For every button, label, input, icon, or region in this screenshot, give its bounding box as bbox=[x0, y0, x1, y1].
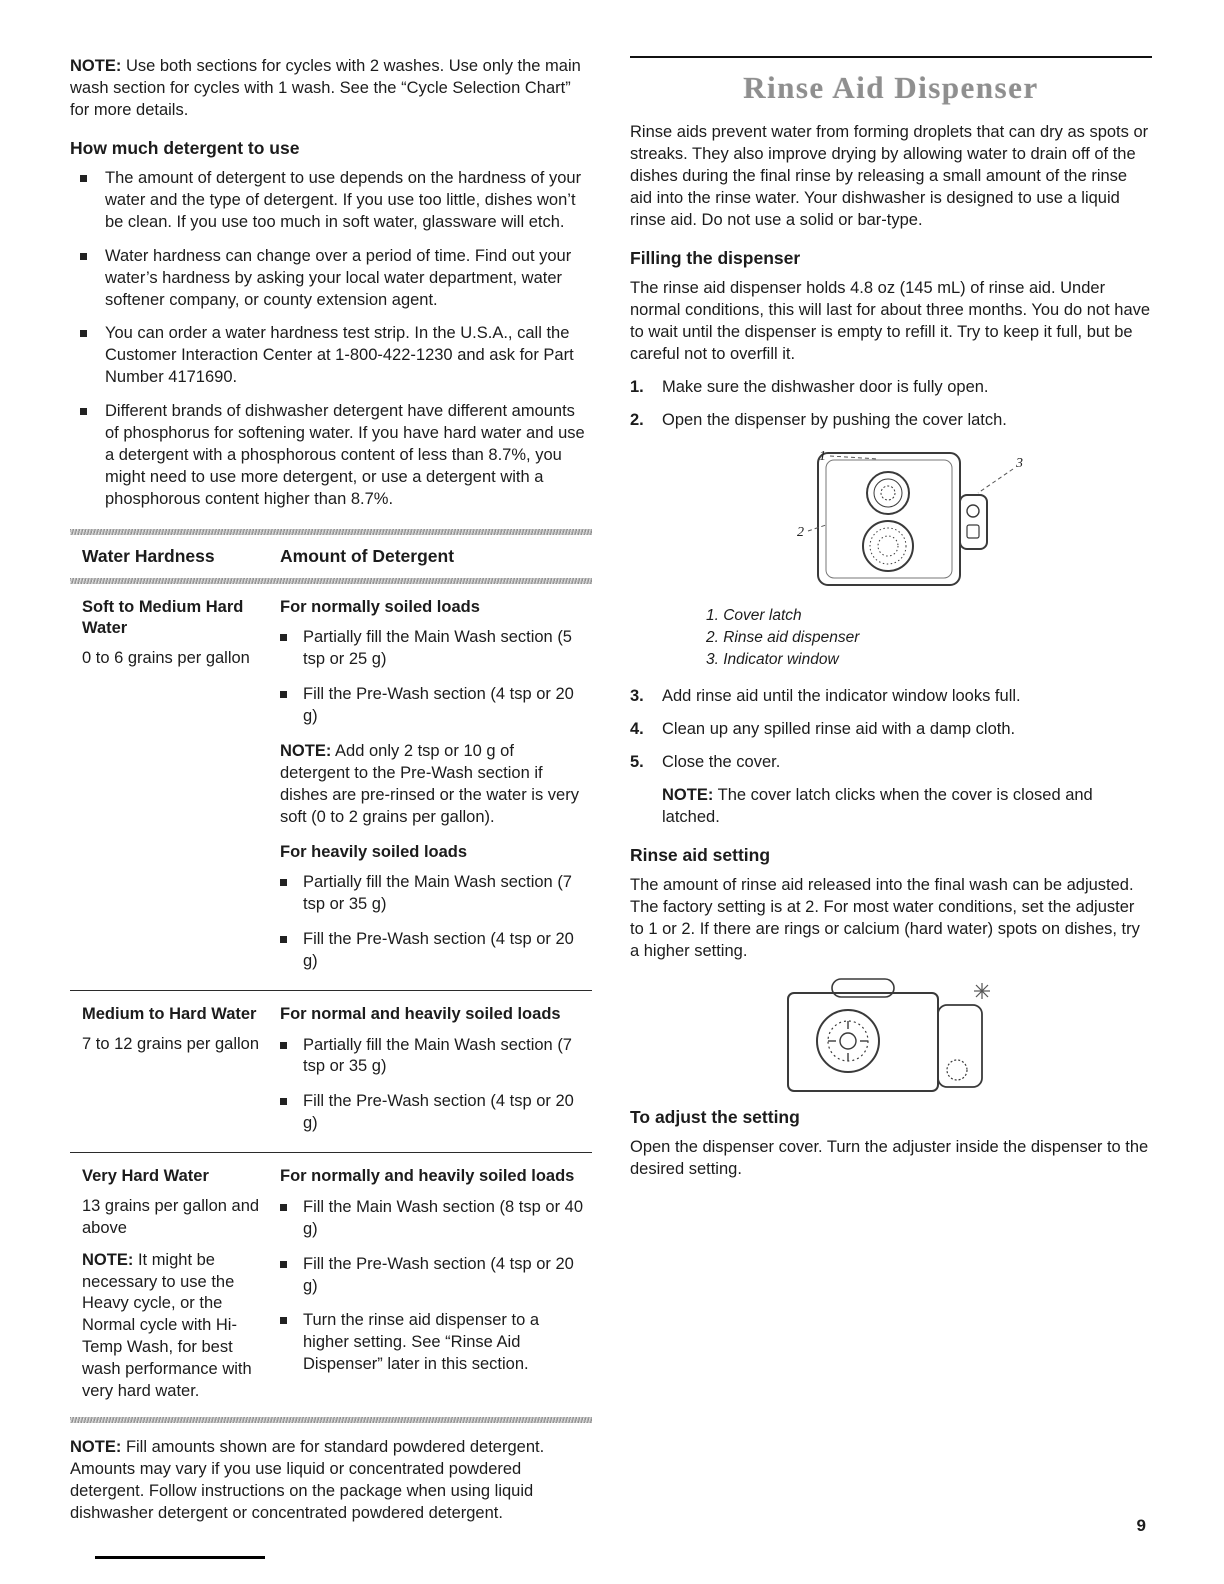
detergent-amount-cell bbox=[280, 1004, 592, 1148]
detergent-amount-cell bbox=[280, 1166, 592, 1413]
rinse-aid-intro: Rinse aids prevent water from forming droplets that can dry as spots or streaks. They also improve drying by allowing water to drain off of the dishes during the final rinse by releasing a small amount of the rinse aid into the rinse water. Your dishwasher is designed to use a liquid rinse aid. Do not use a solid or bar-type. bbox=[630, 123, 1149, 229]
square-bullet-icon bbox=[280, 936, 287, 943]
adjuster-panel-outline bbox=[788, 993, 938, 1091]
table-row bbox=[70, 991, 592, 1152]
top-note-label: NOTE: bbox=[70, 57, 122, 75]
load-heading: For normally soiled loads bbox=[280, 597, 480, 616]
step-number: 5. bbox=[630, 753, 644, 772]
numbered-step bbox=[630, 719, 1152, 741]
hardness-range: 0 to 6 grains per gallon bbox=[82, 648, 250, 667]
rinse-aid-dispenser-illustration bbox=[726, 443, 1056, 595]
amount-bullet bbox=[280, 1197, 588, 1241]
bullet-text: Different brands of dishwasher detergent have different amounts of phosphorus for softening water. If you have hard water and use a detergent with a phosphorous content of less than 8.7%, you might need to use more detergent, or use a detergent with a phosphorous content higher than 8.7%. bbox=[105, 402, 585, 508]
load-heading: For normal and heavily soiled loads bbox=[280, 1005, 561, 1024]
step-number: 4. bbox=[630, 720, 644, 739]
bottom-note bbox=[70, 1437, 592, 1525]
rinse-aid-setting-heading: Rinse aid setting bbox=[630, 845, 771, 866]
adjuster-dial bbox=[817, 1010, 879, 1072]
callout-2-label: 2 bbox=[797, 525, 804, 541]
note-text: Fill amounts shown are for standard powdered detergent. Amounts may vary if you use liquid or concentrated powdered detergent. Follow instructions on the package when using liquid dishwasher detergent or concentrated powdered detergent. bbox=[70, 1438, 545, 1522]
step-text: Add rinse aid until the indicator window looks full. bbox=[662, 687, 1021, 706]
cover-latch-note bbox=[662, 785, 1152, 829]
note-label: NOTE: bbox=[70, 1438, 122, 1457]
note-text: The cover latch clicks when the cover is closed and latched. bbox=[662, 786, 1093, 827]
detergent-bullet bbox=[70, 168, 592, 234]
square-bullet-icon bbox=[280, 634, 287, 641]
water-hardness-table bbox=[70, 529, 592, 1423]
bullet-text: Partially fill the Main Wash section (5 tsp or 25 g) bbox=[303, 628, 572, 669]
square-bullet-icon bbox=[280, 691, 287, 698]
section-divider-rule bbox=[630, 56, 1152, 58]
square-bullet-icon bbox=[80, 175, 87, 182]
left-column bbox=[70, 56, 592, 1537]
detergent-heading: How much detergent to use bbox=[70, 137, 300, 158]
adjust-heading: To adjust the setting bbox=[630, 1106, 800, 1127]
adjust-body: Open the dispenser cover. Turn the adjuster inside the dispenser to the desired setting. bbox=[630, 1137, 1149, 1178]
square-bullet-icon bbox=[80, 253, 87, 260]
step-number: 3. bbox=[630, 687, 644, 706]
note-label: NOTE: bbox=[662, 786, 714, 805]
numbered-step bbox=[630, 377, 1152, 399]
amount-bullet bbox=[280, 1310, 588, 1376]
figure-caption-list bbox=[706, 605, 1152, 670]
numbered-step bbox=[630, 752, 1152, 774]
table-row bbox=[70, 584, 592, 990]
table-bottom-rule bbox=[70, 1417, 592, 1423]
amount-bullet bbox=[280, 872, 588, 916]
rinse-aid-setting-body: The amount of rinse aid released into the final wash can be adjusted. The factory setting is at 2. For most water conditions, set the adjuster to 1 or 2. If there are rings or calcium (hard water) spots on dishes, try a higher setting. bbox=[630, 876, 1140, 960]
table-row bbox=[70, 1153, 592, 1417]
col-header-water-hardness: Water Hardness bbox=[82, 545, 215, 566]
section-title: Rinse Aid Dispenser bbox=[743, 70, 1039, 105]
sun-symbol-icon bbox=[974, 983, 990, 999]
bullet-text: You can order a water hardness test strip. In the U.S.A., call the Customer Interaction Center at 1-800-422-1230 and ask for Part Number 4171690. bbox=[105, 324, 574, 387]
hardness-range: 7 to 12 grains per gallon bbox=[82, 1034, 260, 1053]
bullet-text: Fill the Pre-Wash section (4 tsp or 20 g) bbox=[303, 685, 574, 726]
detergent-bullet bbox=[70, 246, 592, 312]
hardness-title: Medium to Hard Water bbox=[82, 1005, 257, 1024]
amount-bullet bbox=[280, 1035, 588, 1079]
numbered-step bbox=[630, 686, 1152, 708]
square-bullet-icon bbox=[280, 1317, 287, 1324]
indicator-window-glyph bbox=[967, 505, 979, 517]
figure-caption: 1. Cover latch bbox=[706, 607, 802, 625]
note-text: It might be necessary to use the Heavy cycle, or the Normal cycle with Hi-Temp Wash, for best wash performance with very hard water. bbox=[82, 1250, 252, 1401]
step-number: 2. bbox=[630, 411, 644, 430]
numbered-step bbox=[630, 410, 1152, 432]
col-header-amount: Amount of Detergent bbox=[280, 545, 455, 566]
bullet-text: Fill the Pre-Wash section (4 tsp or 20 g) bbox=[303, 930, 574, 971]
hardness-range: 13 grains per gallon and above bbox=[82, 1196, 260, 1237]
bullet-text: Partially fill the Main Wash section (7 tsp or 35 g) bbox=[303, 873, 572, 914]
detergent-bullet bbox=[70, 323, 592, 389]
callout-3-label: 3 bbox=[1016, 456, 1023, 472]
callout-3-leader bbox=[978, 469, 1013, 493]
bullet-text: The amount of detergent to use depends on the hardness of your water and the type of detergent. If you use too little, dishes won’t be clean. If you use too much in soft water, glassware will etch. bbox=[105, 168, 582, 231]
amount-bullet bbox=[280, 1091, 588, 1135]
page-number: 9 bbox=[1136, 1516, 1146, 1535]
bullet-text: Fill the Pre-Wash section (4 tsp or 20 g) bbox=[303, 1254, 574, 1295]
step-text: Close the cover. bbox=[662, 753, 781, 772]
dispenser-panel-inner bbox=[826, 460, 952, 578]
step-number: 1. bbox=[630, 378, 644, 397]
top-note bbox=[70, 56, 592, 122]
square-bullet-icon bbox=[280, 1042, 287, 1049]
detergent-bullet bbox=[70, 401, 592, 511]
step-text: Clean up any spilled rinse aid with a damp cloth. bbox=[662, 720, 1016, 739]
square-bullet-icon bbox=[280, 1204, 287, 1211]
bullet-text: Fill the Pre-Wash section (4 tsp or 20 g) bbox=[303, 1092, 574, 1133]
callout-1-label: 1 bbox=[819, 449, 826, 465]
note-label: NOTE: bbox=[82, 1250, 134, 1269]
bullet-text: Water hardness can change over a period of time. Find out your water’s hardness by asking your local water department, water softener company, or county extension agent. bbox=[105, 246, 572, 309]
bullet-text: Turn the rinse aid dispenser to a higher setting. See “Rinse Aid Dispenser” later in this section. bbox=[303, 1311, 540, 1374]
adjuster-side-cap bbox=[938, 1005, 982, 1087]
hardness-note bbox=[82, 1250, 266, 1404]
filling-heading: Filling the dispenser bbox=[630, 247, 801, 268]
callout-1-leader bbox=[830, 456, 878, 459]
filling-body: The rinse aid dispenser holds 4.8 oz (145 mL) of rinse aid. Under normal conditions, this will last for about three months. You do not have to wait until the dispenser is empty to refill it. Try to keep it full, but be careful not to overfill it. bbox=[630, 278, 1151, 363]
square-bullet-icon bbox=[280, 879, 287, 886]
hardness-title: Very Hard Water bbox=[82, 1167, 209, 1186]
right-column bbox=[630, 56, 1152, 1537]
dispenser-cover-cap bbox=[867, 472, 909, 514]
square-bullet-icon bbox=[80, 330, 87, 337]
top-note-text: Use both sections for cycles with 2 washes. Use only the main wash section for cycles with 1 wash. See the “Cycle Selection Chart” for more details. bbox=[70, 57, 581, 119]
amount-bullet bbox=[280, 1254, 588, 1298]
square-bullet-icon bbox=[80, 408, 87, 415]
amount-bullet bbox=[280, 684, 588, 728]
hardness-cell bbox=[82, 1004, 280, 1148]
adjuster-cover-tab bbox=[832, 979, 894, 997]
table-header-row bbox=[70, 535, 592, 578]
amount-bullet bbox=[280, 627, 588, 671]
table-note bbox=[280, 741, 588, 829]
amount-bullet bbox=[280, 929, 588, 973]
figure-caption: 2. Rinse aid dispenser bbox=[706, 629, 860, 646]
bullet-text: Fill the Main Wash section (8 tsp or 40 g) bbox=[303, 1197, 584, 1238]
figure-caption: 3. Indicator window bbox=[706, 650, 839, 668]
step-text: Open the dispenser by pushing the cover latch. bbox=[662, 411, 1007, 430]
adjuster-figure bbox=[630, 975, 1152, 1097]
indicator-housing bbox=[960, 495, 987, 549]
rinse-aid-adjuster-illustration bbox=[726, 975, 1056, 1097]
hardness-title: Soft to Medium Hard Water bbox=[82, 597, 244, 638]
hardness-cell bbox=[82, 1166, 280, 1413]
footer-registration-mark bbox=[95, 1556, 265, 1559]
bullet-text: Partially fill the Main Wash section (7 tsp or 35 g) bbox=[303, 1035, 572, 1076]
hardness-cell bbox=[82, 597, 280, 986]
square-bullet-icon bbox=[280, 1098, 287, 1105]
note-label: NOTE: bbox=[280, 742, 332, 761]
step-text: Make sure the dishwasher door is fully open. bbox=[662, 378, 989, 397]
dispenser-figure bbox=[630, 443, 1152, 595]
detergent-amount-cell bbox=[280, 597, 592, 986]
load-heading: For heavily soiled loads bbox=[280, 842, 468, 861]
load-heading: For normally and heavily soiled loads bbox=[280, 1167, 575, 1186]
square-bullet-icon bbox=[280, 1261, 287, 1268]
note-text: Add only 2 tsp or 10 g of detergent to the Pre-Wash section if dishes are pre-rinsed or the water is very soft (0 to 2 grains per gallon). bbox=[280, 742, 579, 826]
